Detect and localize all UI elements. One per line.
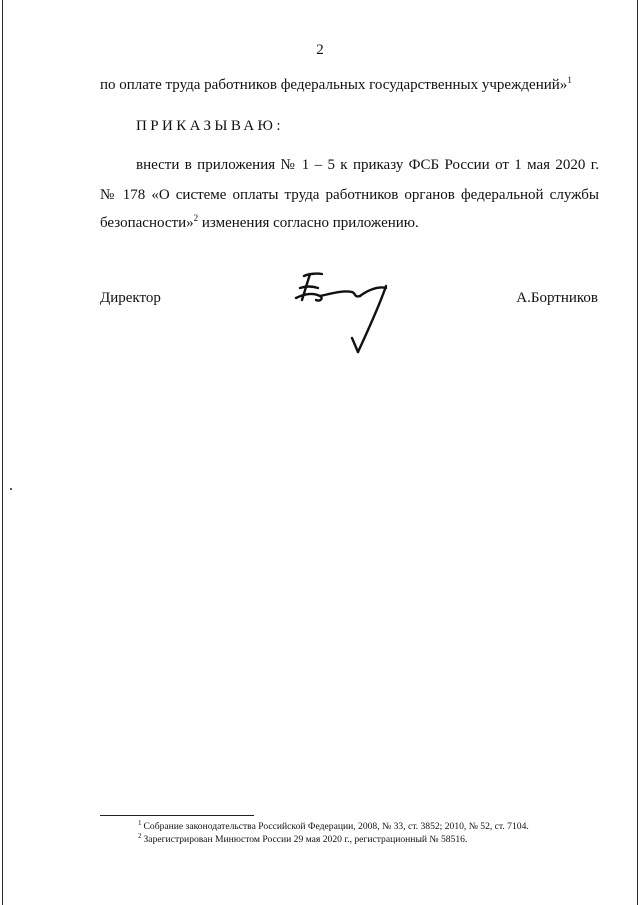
body-line-3-text [100, 214, 599, 232]
body-line-3-before: безопасности» [100, 215, 194, 231]
body-line-2-text: № 178 «О системе оплаты труда работников органов федеральной службы [100, 187, 599, 203]
body-line-2 [100, 186, 599, 204]
footnote-2 [138, 831, 468, 846]
body-line-1 [136, 156, 599, 174]
signatory-title: Директор [100, 290, 161, 306]
body-line-1-text: внести в приложения № 1 – 5 к приказу ФСБ России от 1 мая 2020 г. [136, 157, 599, 173]
handwritten-signature [290, 268, 400, 360]
footnote-ref-1: 1 [567, 75, 572, 85]
signatory-name: А.Бортников [516, 290, 598, 306]
page-number: 2 [316, 42, 324, 58]
intro-line-text: по оплате труда работников федеральных государственных учреждений» [100, 77, 568, 93]
footnote-ref-2: 2 [193, 213, 199, 223]
body-line-3 [100, 214, 599, 232]
scan-edge-right [637, 0, 638, 905]
scan-speck [10, 488, 12, 490]
order-heading: ПРИКАЗЫВАЮ: [136, 118, 284, 134]
footnote-1-mark: 1 [138, 818, 142, 827]
body-line-3-after: изменения согласно приложению. [198, 215, 419, 231]
scan-edge-left [2, 0, 3, 905]
footnote-1-text: Собрание законодательства Российской Федерации, 2008, № 33, ст. 3852; 2010, № 52, ст. 7104. [143, 821, 529, 832]
footnote-separator [100, 815, 254, 816]
footnote-1 [138, 818, 529, 833]
footnote-2-mark: 2 [138, 831, 142, 840]
footnote-2-text: Зарегистрирован Минюстом России 29 мая 2020 г., регистрационный № 58516. [143, 834, 468, 845]
intro-line [100, 76, 572, 94]
